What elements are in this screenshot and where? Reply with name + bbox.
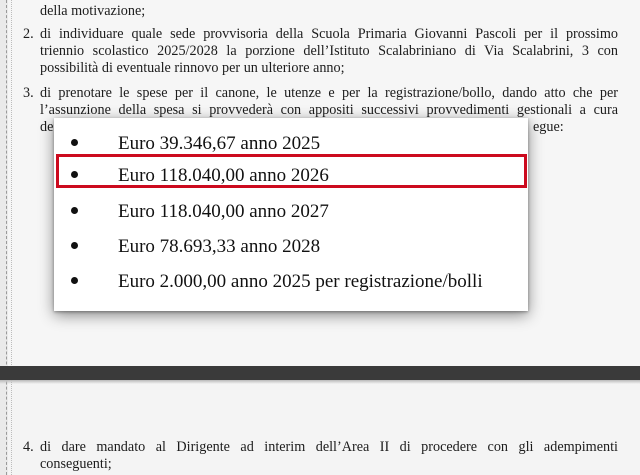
item3-line3-end: egue: <box>533 119 564 135</box>
callout-list-item <box>54 232 528 266</box>
amount-callout-panel <box>54 118 528 311</box>
item4-number: 4. <box>23 439 34 455</box>
highlight-box <box>56 154 527 188</box>
item2-number: 2. <box>23 26 34 42</box>
item3-line2: l’assunzione della spesa si provvederà con appositi successivi provvedimenti gestionali a cura <box>40 102 618 118</box>
callout-list-item <box>54 197 528 231</box>
callout-item-text: Euro 118.040,00 anno 2027 <box>118 201 329 222</box>
item3-line3-start: de <box>40 119 54 135</box>
bullet-icon <box>71 277 78 284</box>
item4-line2: conseguenti; <box>40 456 112 472</box>
item1-tail-text: della motivazione; <box>40 3 146 19</box>
item2-line1: di individuare quale sede provvisoria della Scuola Primaria Giovanni Pascoli per il prossimo <box>40 26 618 42</box>
item3-number: 3. <box>23 85 34 101</box>
margin-rule-secondary <box>11 0 13 475</box>
callout-item-text: Euro 118.040,00 anno 2026 <box>118 165 329 186</box>
margin-rule <box>6 0 8 475</box>
bullet-icon <box>71 207 78 214</box>
callout-item-text: Euro 2.000,00 anno 2025 per registrazione/bolli <box>118 271 483 292</box>
item3-line1: di prenotare le spese per il canone, le utenze e per la registrazione/bollo, dando atto che per <box>40 85 618 101</box>
item2-line2: triennio scolastico 2025/2028 la porzione dell’Istituto Scalabriniano di Via Scalabrini, 3 con <box>40 43 618 59</box>
bullet-icon <box>71 242 78 249</box>
callout-list-item <box>54 267 528 301</box>
bullet-icon <box>71 139 78 146</box>
page-separator-band <box>0 366 640 380</box>
item2-line3: possibilità di eventuale rinnovo per un ulteriore anno; <box>40 60 345 76</box>
item4-line1: di dare mandato al Dirigente ad interim dell’Area II di procedere con gli adempimenti <box>40 439 618 455</box>
callout-item-text: Euro 78.693,33 anno 2028 <box>118 236 321 257</box>
callout-item-text: Euro 39.346,67 anno 2025 <box>118 133 321 154</box>
